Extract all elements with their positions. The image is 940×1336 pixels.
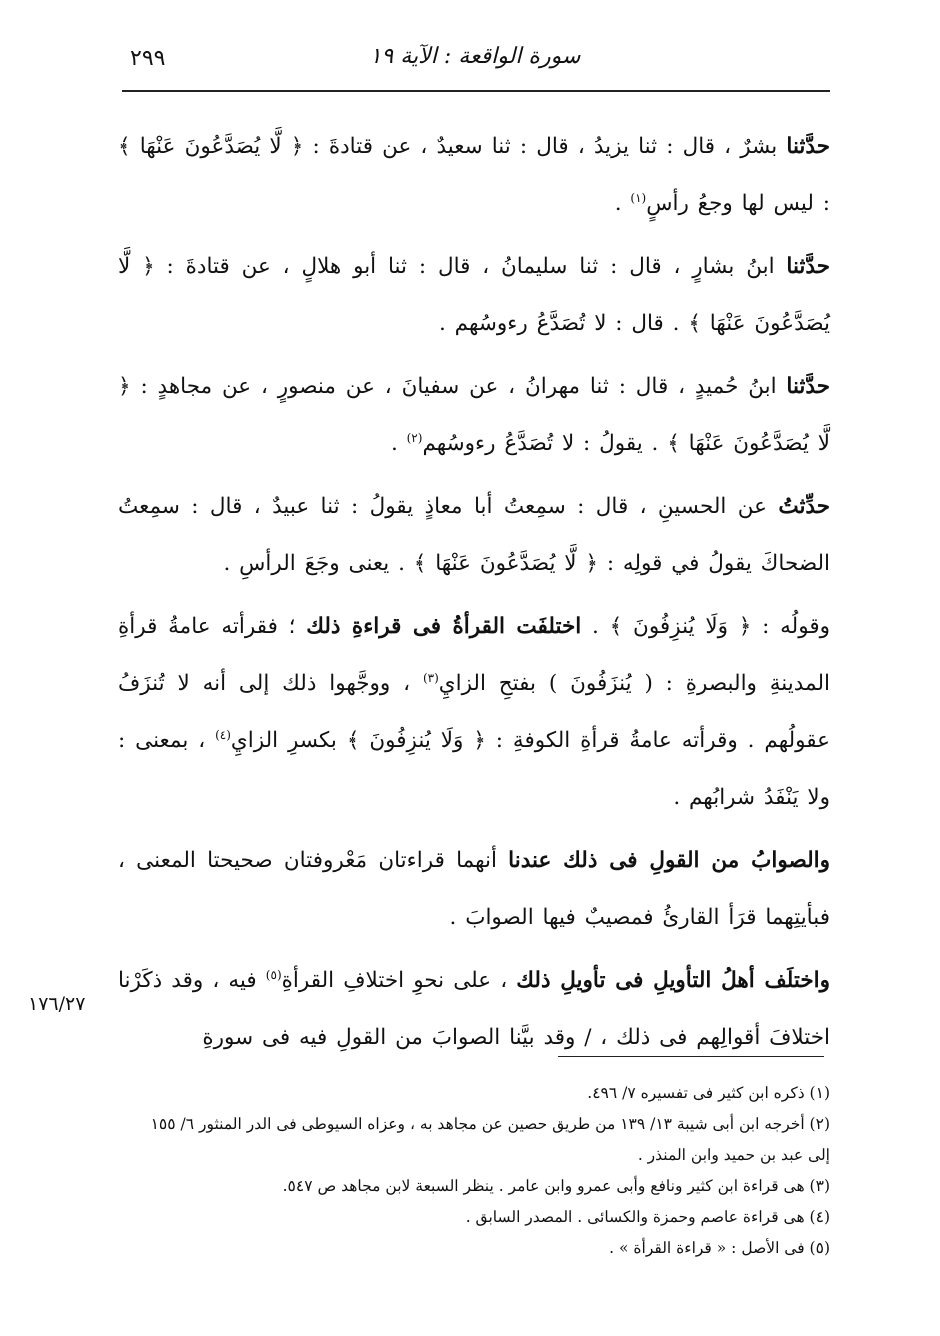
paragraph-text: ، على نحوِ اختلافِ القرأةِ (281, 968, 517, 993)
paragraph-tail: . (390, 431, 407, 456)
paragraph-tail: . (614, 191, 631, 216)
main-text (118, 118, 830, 1072)
paragraph-lead: حدِّثتُ (778, 494, 830, 519)
footnote-marker: (٣) (422, 670, 439, 685)
footnotes (118, 1078, 830, 1264)
paragraph-1 (118, 118, 830, 232)
paragraph-text: ، ووجَّهوا ذلك إلى أنه لا تُنزَفُ عقولُهم . وقرأته عامةُ قرأةِ الكوفةِ : ﴿ وَلَا يُنزِفُونَ ﴾ بكسرِ الزايِ (118, 671, 830, 753)
paragraph-5 (118, 598, 830, 826)
paragraph-lead: حدَّثنا (786, 254, 830, 279)
page-header (120, 40, 830, 80)
paragraph-text: عن الحسينِ ، قال : سمِعتُ أبا معاذٍ يقولُ : ثنا عبيدٌ ، قال : سمِعتُ الضحاكَ يقولُ في قولِه : ﴿ لَّا يُصَدَّعُونَ عَنْهَا ﴾ . يعنى وجَعَ الرأسِ . (118, 494, 830, 576)
footnote-marker: (٥) (265, 967, 282, 982)
paragraph-bold-phrase: اختلفَت القرأةُ فى قراءةِ ذلك (306, 614, 582, 639)
page-number: ٢٩٩ (130, 46, 166, 71)
paragraph-lead: حدَّثنا (786, 134, 830, 159)
paragraph-6 (118, 832, 830, 946)
footnote-3: (٣) هى قراءة ابن كثير ونافع وأبى عمرو وابن عامر . ينظر السبعة لابن مجاهد ص ٥٤٧. (282, 1177, 830, 1195)
footnote-marker: (١) (630, 190, 647, 205)
footnote-divider (558, 1056, 824, 1057)
header-divider (122, 90, 830, 92)
running-title: سورة الواقعة : الآية ١٩ (369, 44, 581, 69)
paragraph-lead: واختلَف أهلُ التأويلِ فى تأويلِ ذلك (516, 968, 830, 993)
paragraph-lead: حدَّثنا (786, 374, 830, 399)
footnote-1: (١) ذكره ابن كثير فى تفسيره ٧/ ٤٩٦. (587, 1084, 830, 1102)
paragraph-7 (118, 952, 830, 1066)
paragraph-2 (118, 238, 830, 352)
footnote-2-continued: إلى عبد بن حميد وابن المنذر . (637, 1146, 830, 1164)
paragraph-text: وقولُه : ﴿ وَلَا يُنزِفُونَ ﴾ . (581, 614, 830, 639)
paragraph-4 (118, 478, 830, 592)
paragraph-3 (118, 358, 830, 472)
paragraph-lead: والصوابُ من القولِ فى ذلك عندنا (508, 848, 830, 873)
paragraph-text: ؛ فقرأته عامةُ قرأةِ المدينةِ والبصرةِ : ( يُنزَفُونَ ) بفتحِ الزايِ (118, 614, 830, 696)
paragraph-text: بشرٌ ، قال : ثنا يزيدُ ، قال : ثنا سعيدٌ ، عن قتادةَ : ﴿ لَّا يُصَدَّعُونَ عَنْهَا ﴾ : ليس لها وجعُ رأسٍ (118, 134, 830, 216)
paragraph-tail: فيه ، وقد ذكَرْنا اختلافَ أقوالِهم فى ذلك ، / وقد بيَّنا الصوابَ من القولِ فيه فى سورةِ (118, 968, 830, 1050)
paragraph-text: ابنُ بشارٍ ، قال : ثنا سليمانُ ، قال : ثنا أبو هلالٍ ، عن قتادةَ : ﴿ لَّا يُصَدَّعُونَ عَنْهَا ﴾ . قال : لا تُصَدَّعُ رءوسُهم . (118, 254, 830, 336)
paragraph-text: أنهما قراءتان مَعْروفتان صحيحتا المعنى ، فبأيتِهما قرَأ القارئُ فمصيبٌ فيها الصوابَ . (118, 848, 830, 930)
footnote-5: (٥) فى الأصل : « قراءة القرأة » . (609, 1239, 830, 1257)
paragraph-text: ابنُ حُميدٍ ، قال : ثنا مهرانُ ، عن سفيانَ ، عن منصورٍ ، عن مجاهدٍ : ﴿ لَّا يُصَدَّعُونَ عَنْهَا ﴾ . يقولُ : لا تُصَدَّعُ رءوسُهم (118, 374, 830, 456)
footnote-2: (٢) أخرجه ابن أبى شيبة ١٣/ ١٣٩ من طريق حصين عن مجاهد به ، وعزاه السيوطى فى الدر المنثور ٦/ ١٥٥ (150, 1115, 830, 1133)
footnote-marker: (٤) (215, 727, 231, 742)
footnote-4: (٤) هى قراءة عاصم وحمزة والكسائى . المصدر السابق . (465, 1208, 830, 1226)
paragraph-text: ، بمعنى : ولا يَنْفَدُ شرابُهم . (118, 728, 830, 810)
margin-reference: ١٧٦/٢٧ (28, 993, 86, 1015)
footnote-marker: (٢) (406, 430, 423, 445)
